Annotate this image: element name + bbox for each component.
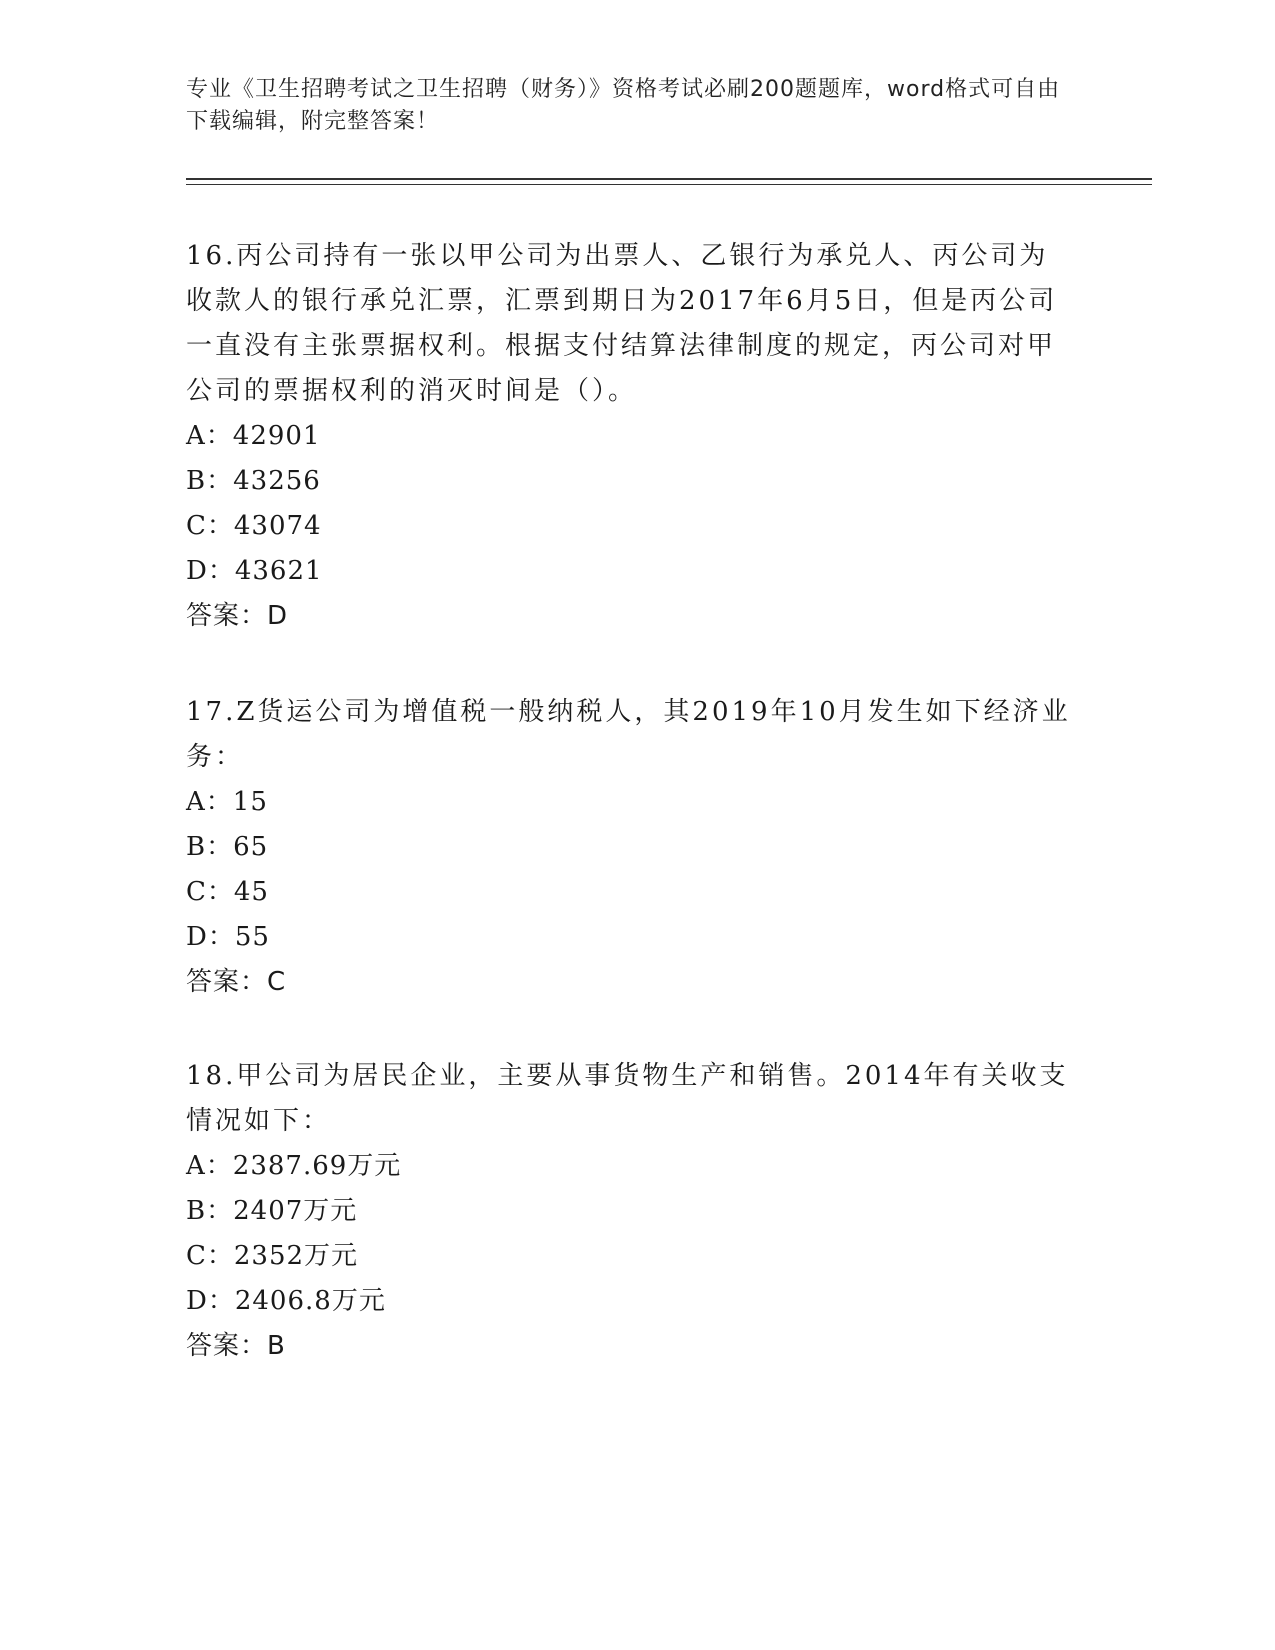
question-17: [186, 690, 1076, 1005]
option-b: B：65: [186, 832, 269, 862]
option-c: C：43074: [186, 511, 322, 541]
answer-line: 答案：C: [186, 967, 287, 997]
option-a: A：15: [186, 787, 268, 817]
option-d: D：43621: [186, 556, 323, 586]
option-c: C：45: [186, 877, 269, 907]
option-a: A：42901: [186, 421, 321, 451]
option-c: C：2352万元: [186, 1241, 359, 1271]
answer-line: 答案：D: [186, 601, 289, 631]
option-d: D：55: [186, 922, 270, 952]
option-b: B：43256: [186, 466, 321, 496]
question-18: [186, 1054, 1076, 1369]
header-divider-thick: [186, 178, 1152, 180]
answer-line: 答案：B: [186, 1331, 286, 1361]
question-stem: 16.丙公司持有一张以甲公司为出票人、乙银行为承兑人、丙公司为收款人的银行承兑汇票，汇票到期日为2017年6月5日，但是丙公司一直没有主张票据权利。根据支付结算法律制度的规定，丙公司对甲公司的票据权利的消灭时间是（）。: [186, 241, 1058, 406]
option-b: B：2407万元: [186, 1196, 358, 1226]
question-stem: 17.Z货运公司为增值税一般纳税人，其2019年10月发生如下经济业务：: [186, 697, 1071, 772]
option-d: D：2406.8万元: [186, 1286, 386, 1316]
option-a: A：2387.69万元: [186, 1151, 402, 1181]
question-stem: 18.甲公司为居民企业，主要从事货物生产和销售。2014年有关收支情况如下：: [186, 1061, 1069, 1136]
document-header: 专业《卫生招聘考试之卫生招聘（财务）》资格考试必刷200题题库，word格式可自由下载编辑，附完整答案！: [186, 77, 1061, 134]
question-16: [186, 234, 1076, 639]
header-divider-thin: [186, 184, 1152, 185]
